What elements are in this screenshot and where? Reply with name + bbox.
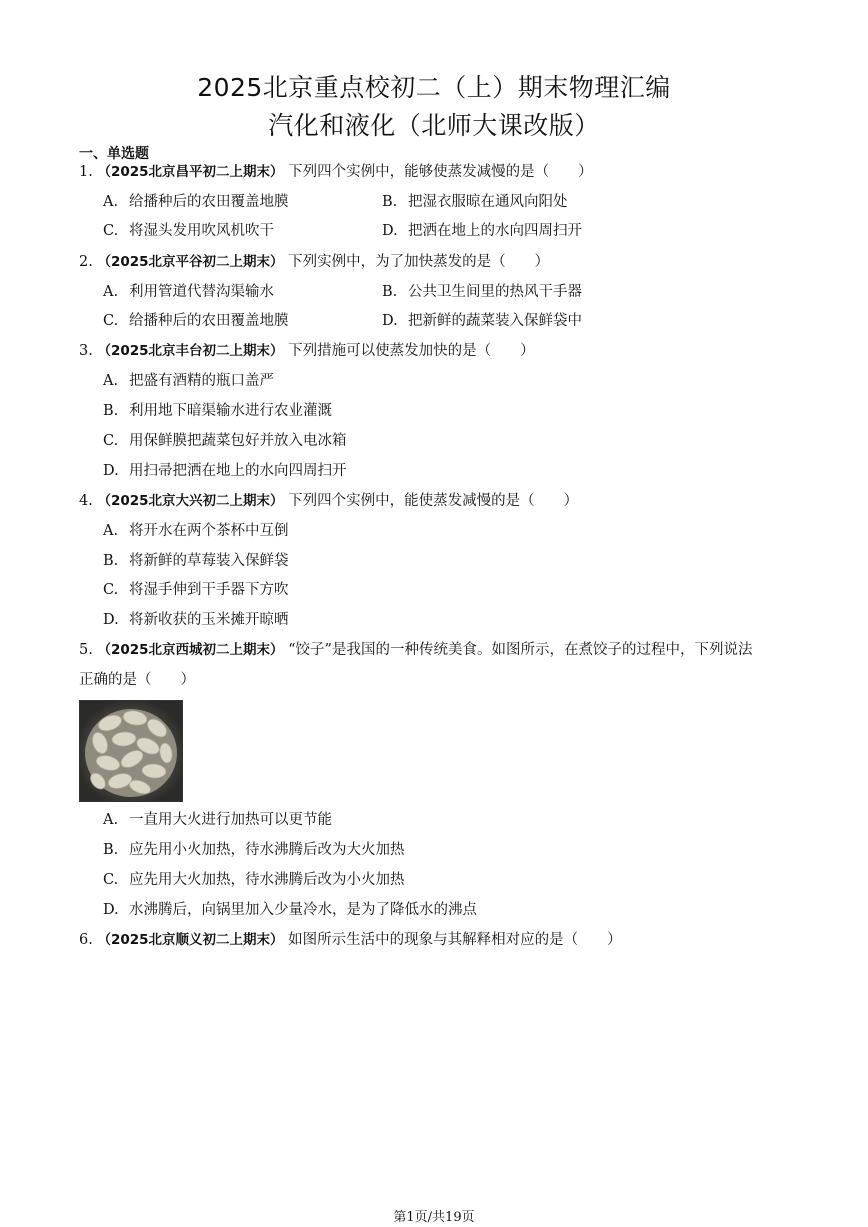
option-text: 水沸腾后，向锅里加入少量冷水，是为了降低水的沸点 bbox=[129, 902, 477, 918]
option-label: C. bbox=[103, 872, 119, 888]
option-text: 将开水在两个茶杯中互倒 bbox=[129, 523, 289, 539]
option-text: 用扫帚把洒在地上的水向四周扫开 bbox=[129, 463, 347, 479]
option-text: 给播种后的农田覆盖地膜 bbox=[129, 194, 289, 210]
page-subtitle: 汽化和液化（北师大课改版） bbox=[268, 111, 600, 140]
option-text: 应先用小火加热，待水沸腾后改为大火加热 bbox=[129, 842, 405, 858]
question-number: 3. bbox=[79, 343, 93, 359]
option-text: 把盛有酒精的瓶口盖严 bbox=[129, 373, 274, 389]
option-c bbox=[103, 870, 405, 890]
option-text: 利用地下暗渠输水进行农业灌溉 bbox=[129, 403, 332, 419]
question-3 bbox=[79, 341, 535, 361]
option-b bbox=[382, 282, 582, 302]
question-source: （2025北京大兴初二上期末） bbox=[97, 493, 284, 509]
option-a bbox=[103, 371, 274, 391]
option-label: B. bbox=[382, 284, 398, 300]
option-text: 利用管道代替沟渠输水 bbox=[129, 284, 274, 300]
option-label: A. bbox=[103, 194, 119, 210]
option-label: A. bbox=[103, 523, 119, 539]
option-d bbox=[382, 221, 582, 241]
question-stem: 下列四个实例中，能够使蒸发减慢的是（ ） bbox=[288, 164, 593, 180]
question-source: （2025北京平谷初二上期末） bbox=[97, 254, 284, 270]
option-label: D. bbox=[382, 223, 398, 239]
question-stem: “饺子”是我国的一种传统美食。如图所示，在煮饺子的过程中，下列说法 bbox=[288, 642, 753, 658]
question-stem: 下列实例中，为了加快蒸发的是（ ） bbox=[288, 254, 550, 270]
option-b bbox=[103, 401, 332, 421]
question-number: 2. bbox=[79, 254, 93, 270]
question-stem: 下列措施可以使蒸发加快的是（ ） bbox=[288, 343, 535, 359]
option-label: D. bbox=[103, 902, 119, 918]
option-label: D. bbox=[103, 612, 119, 628]
question-source: （2025北京昌平初二上期末） bbox=[97, 164, 284, 180]
option-text: 用保鲜膜把蔬菜包好并放入电冰箱 bbox=[129, 433, 347, 449]
option-c bbox=[103, 580, 289, 600]
option-text: 应先用大火加热，待水沸腾后改为小火加热 bbox=[129, 872, 405, 888]
question-2 bbox=[79, 252, 549, 272]
option-a bbox=[103, 282, 274, 302]
section-heading: 一、单选题 bbox=[79, 146, 149, 162]
option-text: 将湿手伸到干手器下方吹 bbox=[129, 582, 289, 598]
option-label: B. bbox=[103, 553, 119, 569]
question-source: （2025北京丰台初二上期末） bbox=[97, 343, 284, 359]
option-d bbox=[382, 311, 582, 331]
option-label: C. bbox=[103, 223, 119, 239]
option-a bbox=[103, 192, 289, 212]
question-number: 4. bbox=[79, 493, 93, 509]
question-stem: 如图所示生活中的现象与其解释相对应的是（ ） bbox=[288, 932, 622, 948]
question-stem-continued: 正确的是（ ） bbox=[79, 672, 195, 688]
question-4 bbox=[79, 491, 578, 511]
option-label: A. bbox=[103, 373, 119, 389]
option-label: A. bbox=[103, 284, 119, 300]
question-stem: 下列四个实例中，能使蒸发减慢的是（ ） bbox=[288, 493, 579, 509]
dumplings-photo bbox=[79, 700, 183, 802]
option-label: C. bbox=[103, 582, 119, 598]
question-5 bbox=[79, 640, 752, 660]
page-title: 2025北京重点校初二（上）期末物理汇编 bbox=[197, 73, 671, 102]
option-label: D. bbox=[103, 463, 119, 479]
question-6 bbox=[79, 930, 622, 950]
option-label: B. bbox=[103, 842, 119, 858]
option-d bbox=[103, 461, 347, 481]
question-number: 1. bbox=[79, 164, 93, 180]
option-text: 公共卫生间里的热风干手器 bbox=[408, 284, 582, 300]
option-text: 将新收获的玉米摊开晾晒 bbox=[129, 612, 289, 628]
dumplings-in-pot-image bbox=[80, 701, 182, 801]
option-label: B. bbox=[103, 403, 119, 419]
option-text: 把洒在地上的水向四周扫开 bbox=[408, 223, 582, 239]
option-label: A. bbox=[103, 812, 119, 828]
option-b bbox=[103, 840, 405, 860]
question-number: 6. bbox=[79, 932, 93, 948]
option-label: D. bbox=[382, 313, 398, 329]
option-b bbox=[103, 551, 289, 571]
option-label: C. bbox=[103, 433, 119, 449]
option-text: 一直用大火进行加热可以更节能 bbox=[129, 812, 332, 828]
option-text: 给播种后的农田覆盖地膜 bbox=[129, 313, 289, 329]
question-number: 5. bbox=[79, 642, 93, 658]
option-d bbox=[103, 610, 289, 630]
option-c bbox=[103, 311, 289, 331]
option-c bbox=[103, 221, 274, 241]
option-d bbox=[103, 900, 477, 920]
option-label: C. bbox=[103, 313, 119, 329]
question-source: （2025北京顺义初二上期末） bbox=[97, 932, 284, 948]
option-c bbox=[103, 431, 347, 451]
option-a bbox=[103, 810, 332, 830]
option-text: 将新鲜的草莓装入保鲜袋 bbox=[129, 553, 289, 569]
option-text: 将湿头发用吹风机吹干 bbox=[129, 223, 274, 239]
page-footer: 第1页/共19页 bbox=[393, 1210, 475, 1225]
option-a bbox=[103, 521, 289, 541]
option-text: 把湿衣服晾在通风向阳处 bbox=[408, 194, 568, 210]
question-1 bbox=[79, 162, 593, 182]
option-text: 把新鲜的蔬菜装入保鲜袋中 bbox=[408, 313, 582, 329]
option-label: B. bbox=[382, 194, 398, 210]
option-b bbox=[382, 192, 568, 212]
question-source: （2025北京西城初二上期末） bbox=[97, 642, 284, 658]
